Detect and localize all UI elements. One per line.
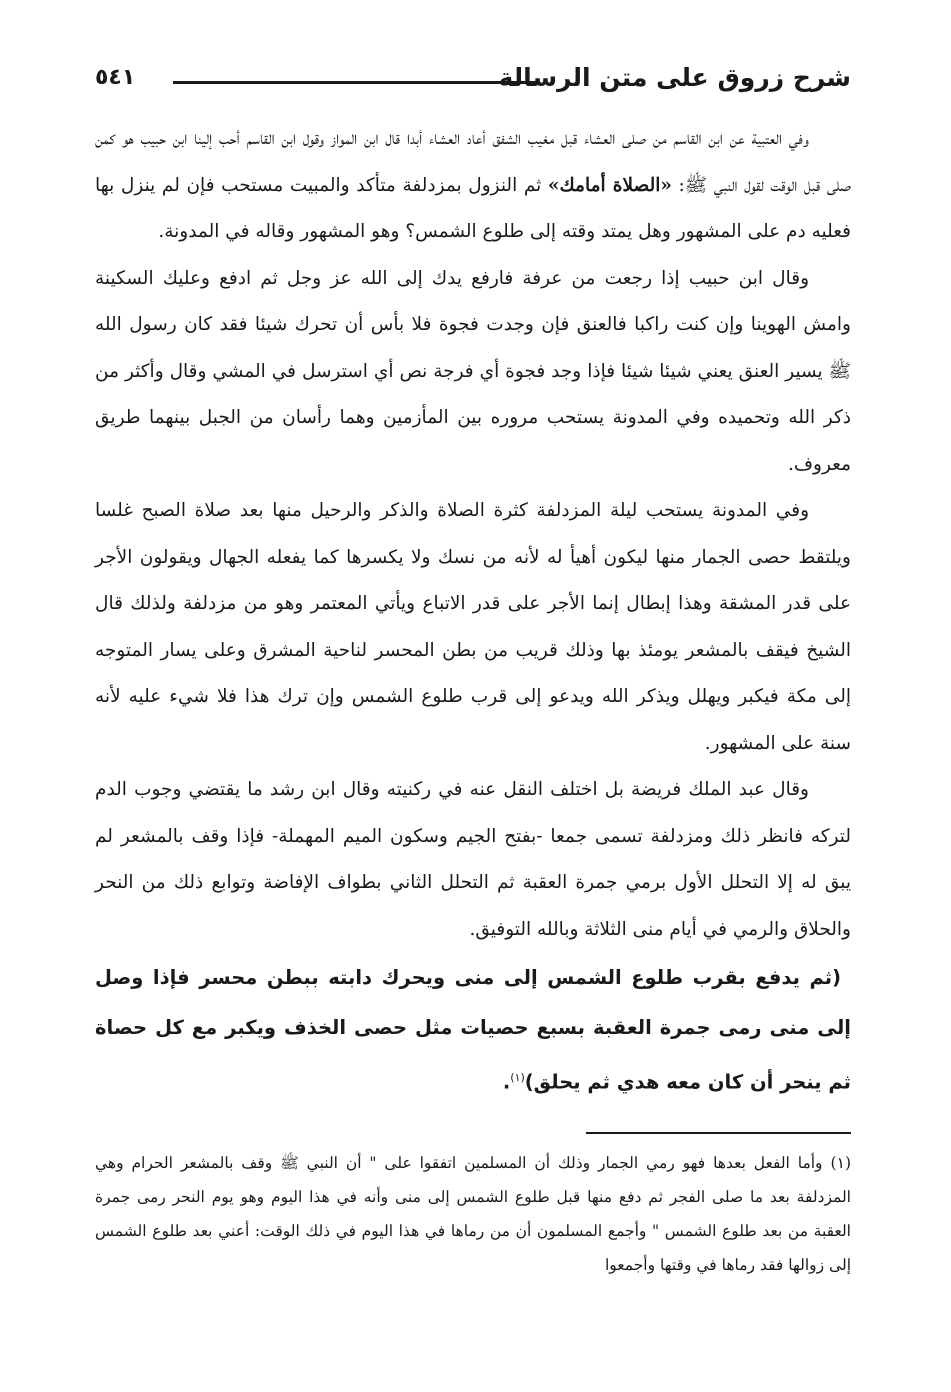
matn-body: (ثم يدفع بقرب طلوع الشمس إلى منى ويحرك دابته ببطن محسر فإذا وصل إلى منى رمى جمرة العقبة بسبع حصيات مثل حصى الخذف ويكبر مع كل حصاة ثم ينحر أن كان معه هدي ثم يحلق) <box>95 966 851 1094</box>
footnote-separator <box>586 1132 851 1134</box>
document-page <box>95 48 851 1282</box>
matn-text <box>95 953 851 1108</box>
paragraph-4: وقال عبد الملك فريضة بل اختلف النقل عنه في ركنيته وقال ابن رشد ما يقتضي وجوب الدم لتركه فانظر ذلك ومزدلفة تسمى جمعا -بفتح الجيم وسكون الميم المهملة- فإذا وقف بالمشعر لم يبق له إلا التحلل الأول برمي جمرة العقبة ثم التحلل الثاني بطواف الإفاضة وتوابع ذلك من النحر والحلاق والرمي في أيام منى الثلاثة وبالله التوفيق. <box>95 779 851 940</box>
footnote-reference: (١) <box>510 1071 525 1084</box>
header-rule <box>173 81 536 84</box>
paragraph-3: وفي المدونة يستحب ليلة المزدلفة كثرة الصلاة والذكر والرحيل منها بعد صلاة الصبح غلسا ويلتقط حصى الجمار منها ليكون أهيأ له لأنه من نسك ولا يكسرها كما يفعله الجهال ويقولون الأجر على قدر المشقة وهذا إبطال إنما الأجر على قدر الاتباع ويأتي المعتمر وهو من مزدلفة ولذلك قال الشيخ فيقف بالمشعر يومئذ بها وذلك قريب من بطن المحسر لناحية المشرق وعلى يسار المتوجه إلى مكة فيكبر ويهلل ويذكر الله ويدعو إلى قرب طلوع الشمس وإن ترك هذا فلا شيء عليه لأنه سنة على المشهور. <box>95 500 851 754</box>
paragraph-1-rest: ثم النزول بمزدلفة متأكد والمبيت مستحب فإن لم ينزل بها فعليه دم على المشهور وهل يمتد وقته إلى طلوع الشمس؟ وهو المشهور وقاله في المدونة. <box>95 174 851 242</box>
paragraph-1 <box>95 116 851 256</box>
page-header <box>95 48 851 106</box>
body-text <box>95 116 851 1108</box>
page-number: ٥٤١ <box>95 65 136 90</box>
footnote-number: (١) <box>830 1153 851 1172</box>
paragraph-2: وقال ابن حبيب إذا رجعت من عرفة فارفع يدك إلى الله عز وجل ثم ادفع وعليك السكينة وامش الهوينا وإن كنت راكبا فالعنق فإن وجدت فجوة فلا بأس أن تحرك شيئا فقد كان رسول الله ﷺ يسير العنق يعني شيئا شيئا فإذا وجد فجوة أي فرجة نص أي استرسل في المشي وقال وأكثر من ذكر الله وتحميده وفي المدونة يستحب مروره بين المأزمين وهما رأسان من الجبل بينهما طريق معروف. <box>95 267 851 475</box>
hadith-quote: «الصلاة أمامك» <box>547 174 672 196</box>
footnote-text: وأما الفعل بعدها فهو رمي الجمار وذلك أن المسلمين اتفقوا على " أن النبي ﷺ وقف بالمشعر الحرام وهي المزدلفة بعد ما صلى الفجر ثم دفع منها قبل طلوع الشمس إلى منى وأنه في هذا اليوم وهو يوم النحر رمى جمرة العقبة من بعد طلوع الشمس " وأجمع المسلمون أن من رماها في هذا اليوم في ذلك الوقت: أعني بعد طلوع الشمس إلى زوالها فقد رماها في وقتها وأجمعوا <box>95 1153 851 1274</box>
running-title: شرح زروق على متن الرسالة <box>498 63 851 92</box>
paragraph-1-text: وفي العتبية عن ابن القاسم من صلى العشاء قبل مغيب الشفق أعاد العشاء أبدا قال ابن المواز وقول ابن القاسم أحب إلينا ابن حبيب هو كمن صلى قبل الوقت لقول النبي ﷺ: <box>95 128 851 196</box>
matn-end: . <box>502 1070 511 1094</box>
footnote <box>95 1146 851 1282</box>
